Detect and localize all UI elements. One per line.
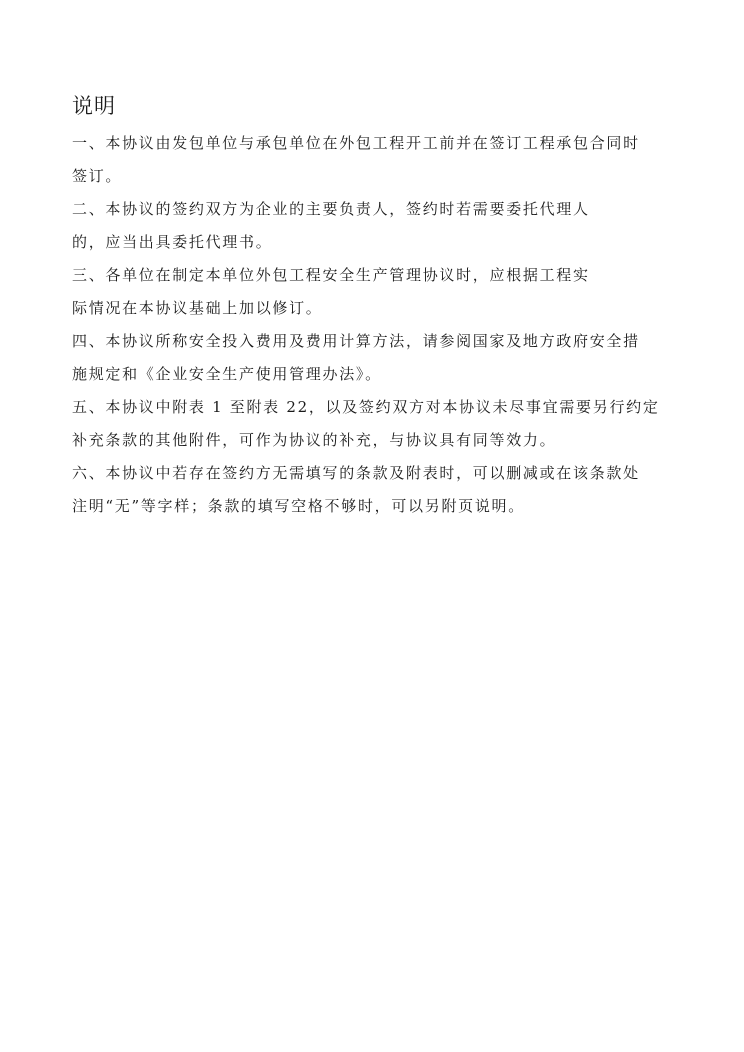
clause-line: 三、各单位在制定本单位外包工程安全生产管理协议时，应根据工程实 [72, 266, 590, 284]
clause-line: 际情况在本协议基础上加以修订。 [72, 299, 323, 317]
clause-5 [72, 397, 682, 450]
clause-line: 二、本协议的签约双方为企业的主要负责人，签约时若需要委托代理人 [72, 200, 590, 218]
document-title: 说明 [72, 94, 116, 118]
clause-line: 六、本协议中若存在签约方无需填写的条款及附表时，可以删减或在该条款处 [72, 464, 640, 482]
clause-4 [72, 331, 682, 384]
clause-2 [72, 199, 682, 252]
clause-line: 四、本协议所称安全投入费用及费用计算方法，请参阅国家及地方政府安全措 [72, 332, 640, 350]
clause-line: 五、本协议中附表 1 至附表 22，以及签约双方对本协议未尽事宜需要另行约定 [72, 398, 660, 416]
clause-line: 签订。 [72, 167, 123, 185]
clause-1 [72, 133, 682, 186]
clause-line: 注明“无”等字样；条款的填写空格不够时，可以另附页说明。 [72, 497, 525, 515]
clause-3 [72, 265, 682, 318]
clause-6 [72, 463, 682, 516]
clause-list [72, 133, 682, 529]
clause-line: 一、本协议由发包单位与承包单位在外包工程开工前并在签订工程承包合同时 [72, 134, 640, 152]
clause-line: 施规定和《企业安全生产使用管理办法》。 [72, 365, 382, 383]
clause-line: 补充条款的其他附件，可作为协议的补充，与协议具有同等效力。 [72, 431, 557, 449]
clause-line: 的，应当出具委托代理书。 [72, 233, 273, 251]
